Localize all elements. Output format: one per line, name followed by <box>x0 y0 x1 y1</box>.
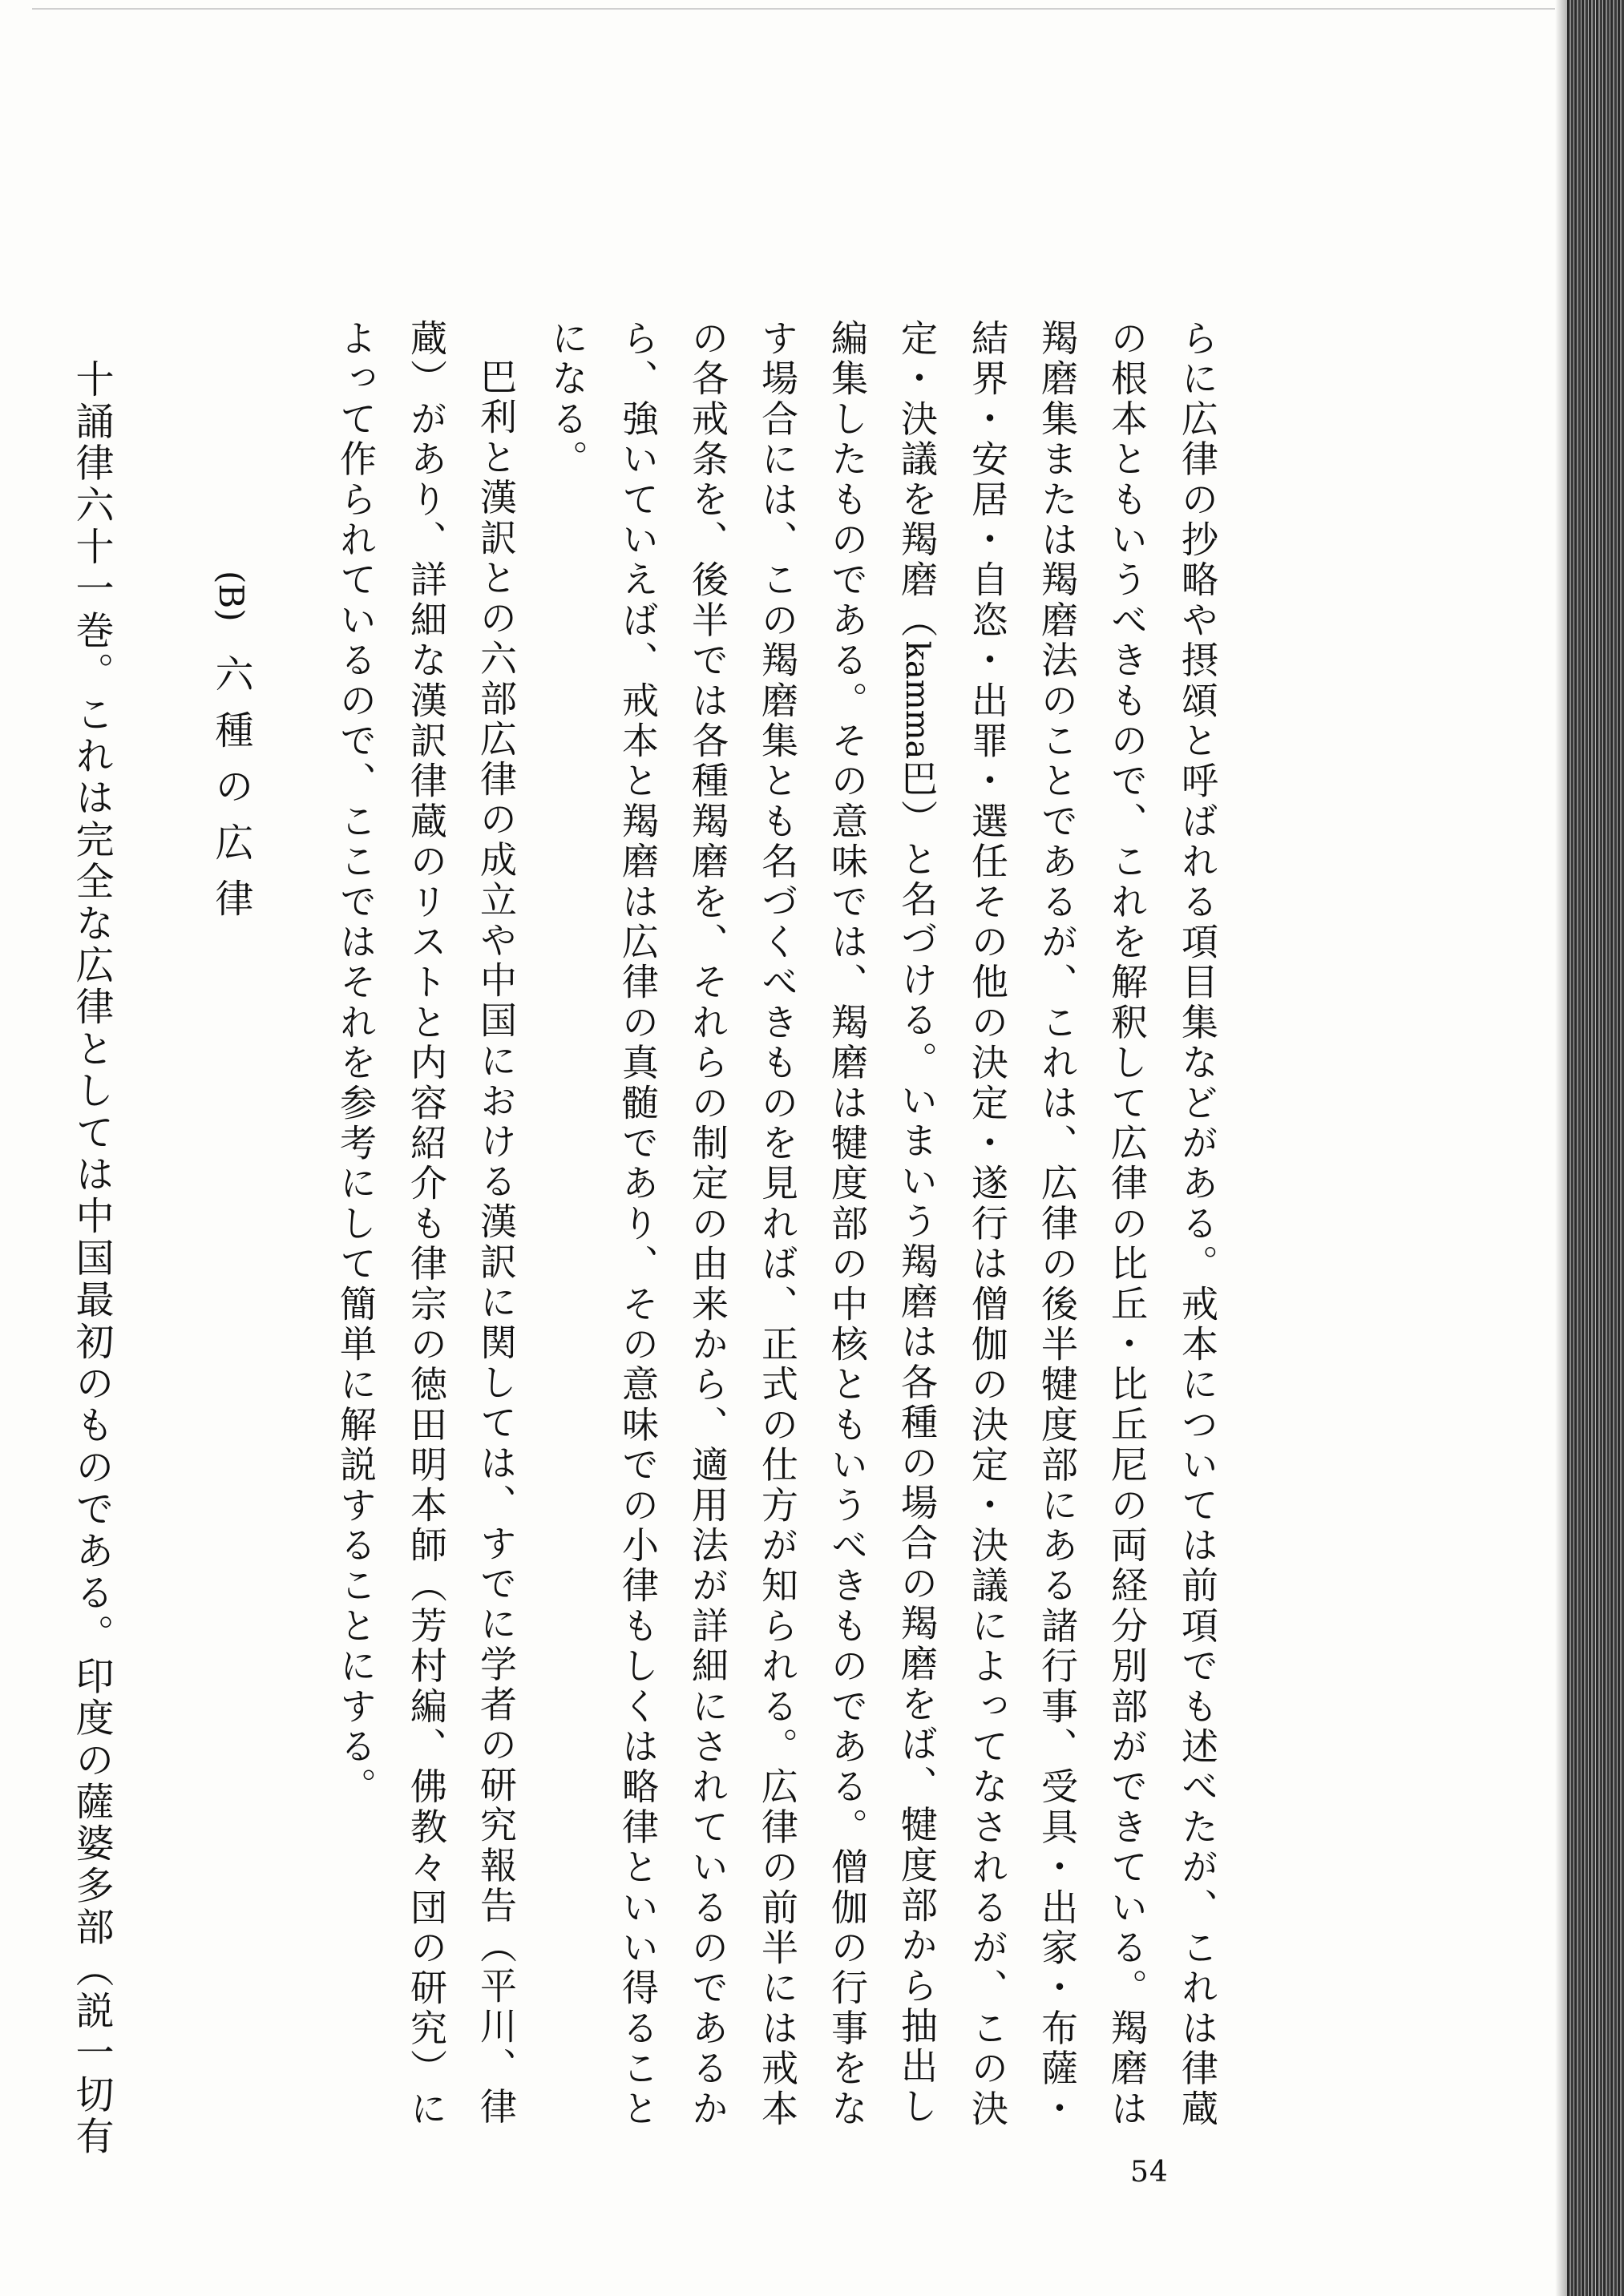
text-column-10: になる。 <box>546 319 589 480</box>
text-column-3: 羯磨集または羯磨法のことであるが、これは、広律の後半犍度部にある諸行事、受具・出家・布薩・ <box>1036 319 1079 2129</box>
text-column-12: 蔵）があり、詳細な漢訳律蔵のリストと内容紹介も律宗の徳田明本師（芳村編、佛教々団の研究）に <box>405 319 448 2129</box>
text-column-14: 十誦律六十一巻。これは完全な広律としては中国最初のものである。印度の薩婆多部（説一切有 <box>69 359 114 2158</box>
text-column-5-start: 定・決議を羯磨（ <box>895 319 939 641</box>
text-column-13: よって作られているので、ここではそれを参考にして簡単に解説することにする。 <box>334 319 378 1808</box>
text-column-5 <box>888 319 946 2127</box>
text-column-9: ら、強いていえば、戒本と羯磨は広律の真髄であり、その意味での小律もしくは略律といい得ること <box>616 319 660 2129</box>
section-heading-mark: (B) <box>212 571 251 622</box>
scan-edge-line <box>32 8 1555 10</box>
text-column-11: 巴利と漢訳との六部広律の成立や中国における漢訳に関しては、すでに学者の研究報告（平川、律 <box>475 357 518 2128</box>
text-column-7: す場合には、この羯磨集とも名づくべきものを見れば、正式の仕方が知られる。広律の前半には戒本 <box>756 319 799 2129</box>
text-column-8: の各戒条を、後半では各種羯磨を、それらの制定の由来から、適用法が詳細にされているのであるか <box>686 319 729 2129</box>
book-binding-edge <box>1567 0 1624 2296</box>
text-column-4: 結界・安居・自恣・出罪・選任その他の決定・遂行は僧伽の決定・決議によってなされるが、この決 <box>966 319 1009 2129</box>
section-heading <box>202 571 260 934</box>
text-column-2: の根本ともいうべきもので、これを解釈して広律の比丘・比丘尼の両経分別部ができている。羯磨は <box>1105 319 1149 2129</box>
page-number: 54 <box>1130 2156 1169 2189</box>
text-column-6: 編集したものである。その意味では、羯磨は犍度部の中核ともいうべきものである。僧伽の行事をな <box>826 319 869 2129</box>
text-column-1: らに広律の抄略や摂頌と呼ばれる項目集などがある。戒本については前項でも述べたが、これは律蔵 <box>1176 319 1219 2129</box>
text-column-5-end: 巴）と名づける。いまいう羯磨は各種の場合の羯磨をば、犍度部から抽出し <box>895 759 939 2128</box>
section-heading-title: 六種の広律 <box>208 653 253 934</box>
latin-term-kamma: kamma <box>899 640 935 760</box>
